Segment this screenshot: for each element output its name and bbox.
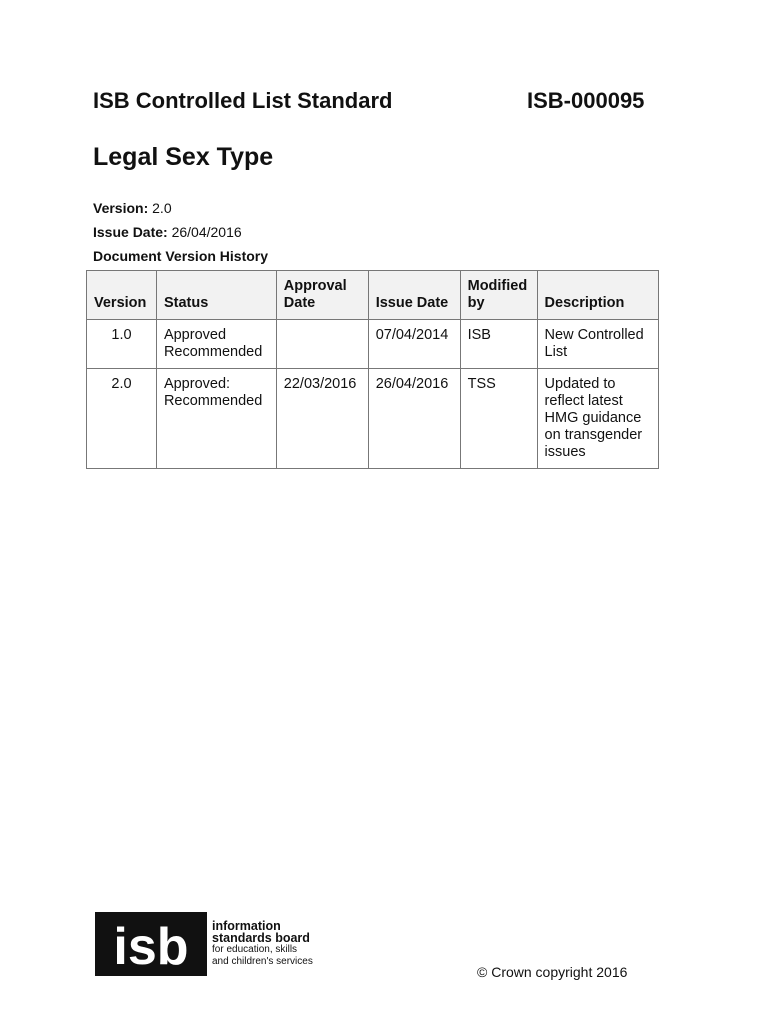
cell-approval-date: 22/03/2016	[276, 369, 368, 469]
logo-line-1: information	[212, 919, 281, 933]
header-status: Status	[156, 271, 276, 320]
issue-date-line	[93, 224, 242, 240]
logo-mark: isb	[113, 918, 189, 976]
cell-issue-date: 26/04/2016	[368, 369, 460, 469]
copyright-notice: © Crown copyright 2016	[477, 964, 628, 980]
version-history-table	[86, 270, 659, 469]
cell-status: Approved: Recommended	[156, 369, 276, 469]
cell-modified-by: ISB	[460, 320, 537, 369]
version-history-heading: Document Version History	[93, 248, 269, 264]
version-value: 2.0	[148, 200, 172, 216]
version-label: Version:	[93, 200, 149, 216]
table-header-row	[87, 271, 659, 320]
cell-version: 2.0	[87, 369, 157, 469]
cell-description: Updated to reflect latest HMG guidance on transgender issues	[537, 369, 658, 469]
header-modified-by: Modified by	[460, 271, 537, 320]
document-title: Legal Sex Type	[93, 143, 274, 171]
table-row	[87, 369, 659, 469]
header-version: Version	[87, 271, 157, 320]
cell-issue-date: 07/04/2014	[368, 320, 460, 369]
cell-status: Approved Recommended	[156, 320, 276, 369]
issue-date-label: Issue Date:	[93, 224, 168, 240]
isb-logo-icon	[95, 912, 207, 976]
logo-wordmark	[212, 920, 313, 968]
cell-modified-by: TSS	[460, 369, 537, 469]
header-approval-date: Approval Date	[276, 271, 368, 320]
cell-version: 1.0	[87, 320, 157, 369]
standard-title: ISB Controlled List Standard	[93, 88, 393, 113]
issue-date-value: 26/04/2016	[167, 224, 242, 240]
version-line	[93, 200, 172, 216]
table-row	[87, 320, 659, 369]
logo-line-2: standards board	[212, 931, 310, 945]
logo-line-3: for education, skills	[212, 944, 298, 955]
cell-approval-date	[276, 320, 368, 369]
logo-line-4: and children's services	[212, 956, 313, 967]
header-description: Description	[537, 271, 658, 320]
standard-reference: ISB-000095	[527, 88, 645, 113]
header-issue-date: Issue Date	[368, 271, 460, 320]
cell-description: New Controlled List	[537, 320, 658, 369]
